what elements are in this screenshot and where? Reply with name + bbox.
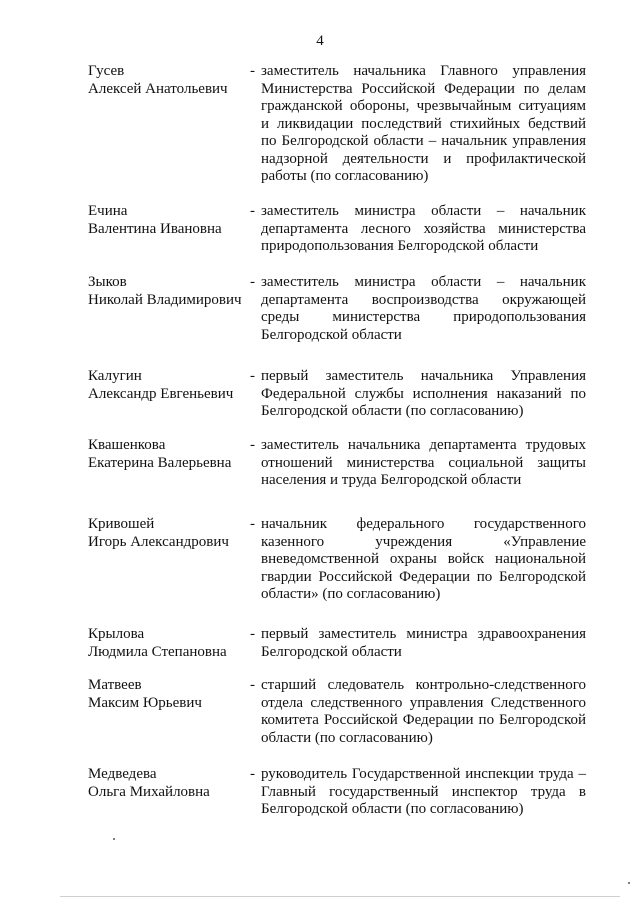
member-surname: Медведева xyxy=(88,766,157,782)
member-surname: Крылова xyxy=(88,626,145,642)
member-surname: Калугин xyxy=(88,368,142,384)
member-name xyxy=(88,274,248,309)
member-given-names: Валентина Ивановна xyxy=(88,220,222,237)
member-surname: Гусев xyxy=(88,63,125,79)
dash-separator: - xyxy=(250,516,255,532)
dash-separator: - xyxy=(250,274,255,290)
dash-separator: - xyxy=(250,677,255,693)
member-given-names: Александр Евгеньевич xyxy=(88,385,234,402)
member-position: заместитель начальника департамента трудовых отношений министерства социальной защиты населения и труда Белгородской области xyxy=(261,437,586,488)
member-name xyxy=(88,766,248,801)
member-position: первый заместитель начальника Управления Федеральной службы исполнения наказаний по Белгородской области (по согласованию) xyxy=(261,368,586,419)
scan-speck xyxy=(113,838,115,840)
member-given-names: Людмила Степановна xyxy=(88,643,227,660)
page-number: 4 xyxy=(316,33,324,49)
member-position: старший следователь контрольно-следственного отдела следственного управления Следственного комитета Российской Федерации по Белгородской области (по согласованию) xyxy=(261,677,586,746)
scan-edge-line xyxy=(60,896,620,897)
member-position: заместитель начальника Главного управления Министерства Российской Федерации по делам гражданской обороны, чрезвычайным ситуациям и ликвидации последствий стихийных бедствий по Белгородской области – начальник управления надзорной деятельности и профилактической работы (по согласованию) xyxy=(261,63,586,184)
member-surname: Кривошей xyxy=(88,516,155,532)
member-position: руководитель Государственной инспекции труда – Главный государственный инспектор труда в Белгородской области (по согласованию) xyxy=(261,766,586,817)
member-surname: Ечина xyxy=(88,203,128,219)
member-surname: Зыков xyxy=(88,274,127,290)
member-name xyxy=(88,203,248,238)
member-given-names: Алексей Анатольевич xyxy=(88,80,228,97)
dash-separator: - xyxy=(250,766,255,782)
member-given-names: Ольга Михайловна xyxy=(88,783,210,800)
member-given-names: Николай Владимирович xyxy=(88,291,242,308)
dash-separator: - xyxy=(250,437,255,453)
dash-separator: - xyxy=(250,203,255,219)
member-given-names: Максим Юрьевич xyxy=(88,694,202,711)
member-name xyxy=(88,63,248,98)
dash-separator: - xyxy=(250,368,255,384)
member-surname: Квашенкова xyxy=(88,437,166,453)
member-position: заместитель министра области – начальник департамента лесного хозяйства министерства природопользования Белгородской области xyxy=(261,203,586,254)
dash-separator: - xyxy=(250,626,255,642)
member-name xyxy=(88,626,248,661)
member-name xyxy=(88,437,248,472)
member-name xyxy=(88,516,248,551)
member-position: заместитель министра области – начальник департамента воспроизводства окружающей среды министерства природопользования Белгородской области xyxy=(261,274,586,343)
member-name xyxy=(88,677,248,712)
member-position: первый заместитель министра здравоохранения Белгородской области xyxy=(261,626,586,660)
member-name xyxy=(88,368,248,403)
member-surname: Матвеев xyxy=(88,677,142,693)
member-position: начальник федерального государственного казенного учреждения «Управление вневедомственной охраны войск национальной гвардии Российской Федерации по Белгородской области» (по согласованию) xyxy=(261,516,586,602)
member-given-names: Игорь Александрович xyxy=(88,533,229,550)
scan-speck xyxy=(628,882,630,884)
member-given-names: Екатерина Валерьевна xyxy=(88,454,232,471)
dash-separator: - xyxy=(250,63,255,79)
